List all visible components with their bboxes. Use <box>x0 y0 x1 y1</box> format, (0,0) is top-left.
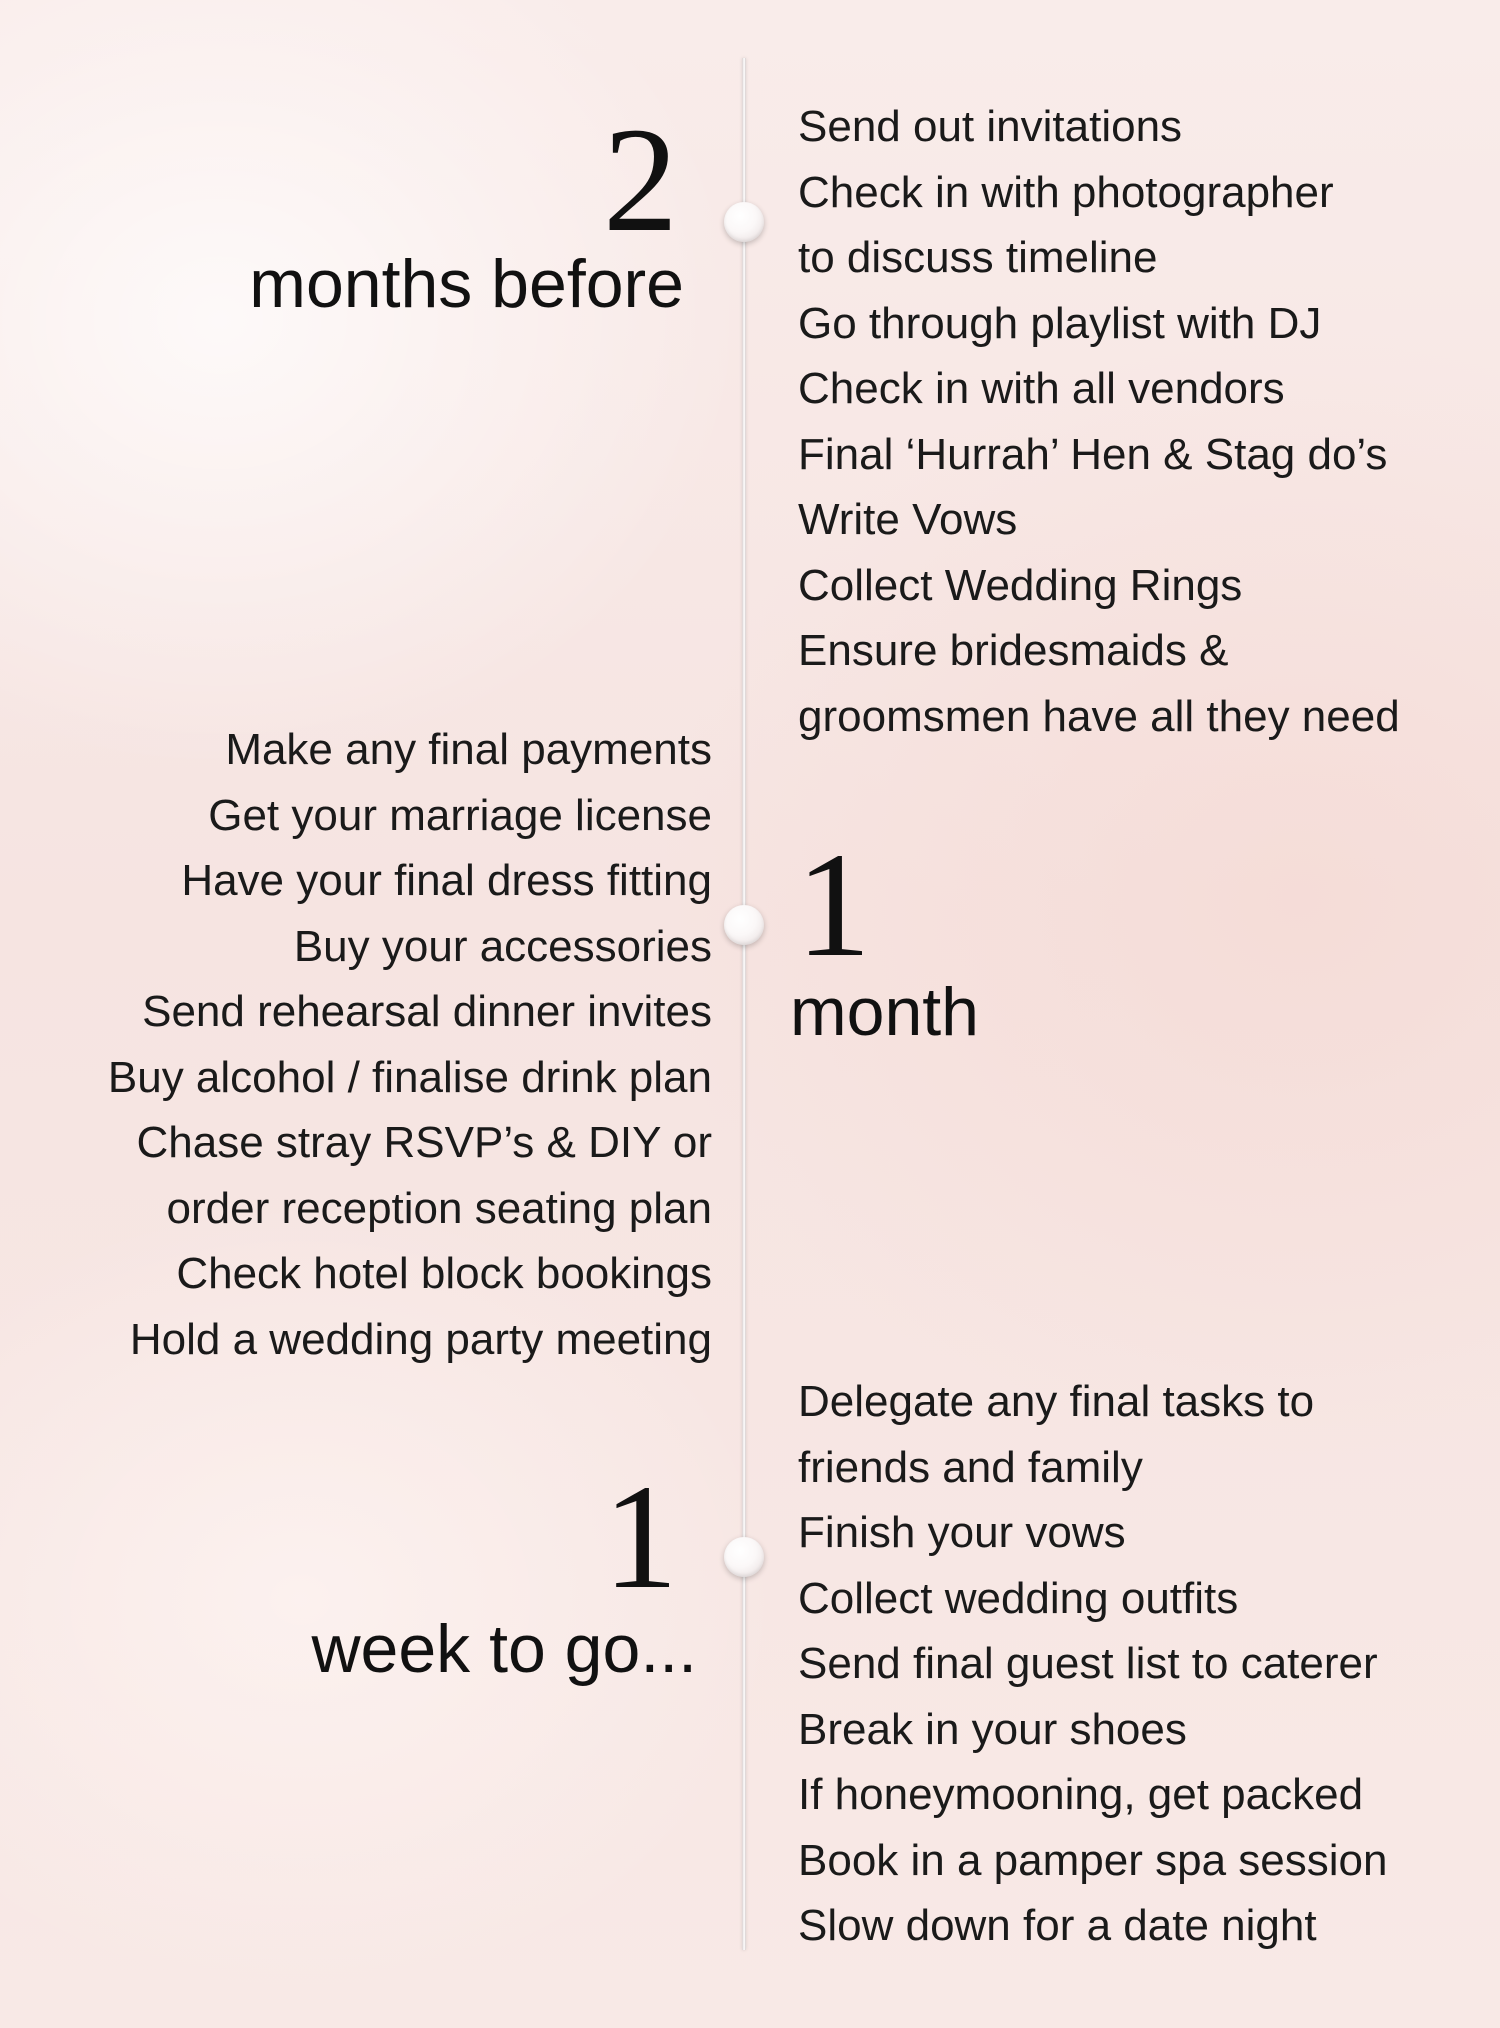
task-list-1-week <box>798 1369 1387 1959</box>
period-number: 2 <box>603 97 678 263</box>
task-item: Check in with photographer <box>798 167 1334 217</box>
task-item: Send out invitations <box>798 102 1183 151</box>
task-item: Send final guest list to caterer <box>798 1639 1378 1688</box>
task-item: Check hotel block bookings <box>176 1249 712 1298</box>
timeline-node-1-week <box>724 1537 764 1577</box>
task-item: Break in your shoes <box>798 1704 1187 1754</box>
task-item: Book in a pamper spa session <box>798 1835 1388 1885</box>
task-item: Ensure bridesmaids & <box>798 626 1229 675</box>
task-list-2-months <box>798 94 1400 749</box>
task-item: Chase stray RSVP’s & DIY or <box>136 1118 712 1167</box>
task-item: Get your marriage license <box>208 790 712 840</box>
period-label: month <box>790 974 979 1050</box>
period-number: 1 <box>796 822 871 988</box>
task-item: groomsmen have all they need <box>798 691 1400 741</box>
task-item: Collect Wedding Rings <box>798 560 1243 610</box>
timeline-node-1-month <box>724 905 764 945</box>
task-item: Go through playlist with DJ <box>798 298 1322 348</box>
task-item: Slow down for a date night <box>798 1901 1317 1950</box>
task-item: Buy your accessories <box>293 921 712 971</box>
task-item: Check in with all vendors <box>798 364 1285 413</box>
timeline-node-2-months <box>724 202 764 242</box>
task-item: Delegate any final tasks to <box>798 1377 1315 1426</box>
task-item: Final ‘Hurrah’ Hen & Stag do’s <box>798 429 1388 479</box>
task-item: Collect wedding outfits <box>798 1573 1239 1623</box>
task-item: Hold a wedding party meeting <box>129 1314 712 1364</box>
task-item: Finish your vows <box>798 1508 1126 1557</box>
task-item: order reception seating plan <box>166 1183 712 1233</box>
period-number: 1 <box>603 1454 678 1620</box>
task-item: to discuss timeline <box>798 233 1158 282</box>
timeline-line <box>742 58 746 1950</box>
period-label: months before <box>249 246 684 322</box>
period-label: week to go... <box>311 1611 697 1687</box>
task-list-1-month <box>108 717 712 1372</box>
task-item: Buy alcohol / finalise drink plan <box>107 1052 712 1102</box>
task-item: Have your final dress fitting <box>181 856 712 905</box>
task-item: friends and family <box>798 1442 1143 1492</box>
task-item: Write Vows <box>798 495 1018 544</box>
task-item: Send rehearsal dinner invites <box>142 987 712 1036</box>
task-item: Make any final payments <box>225 725 712 774</box>
task-item: If honeymooning, get packed <box>798 1770 1364 1819</box>
